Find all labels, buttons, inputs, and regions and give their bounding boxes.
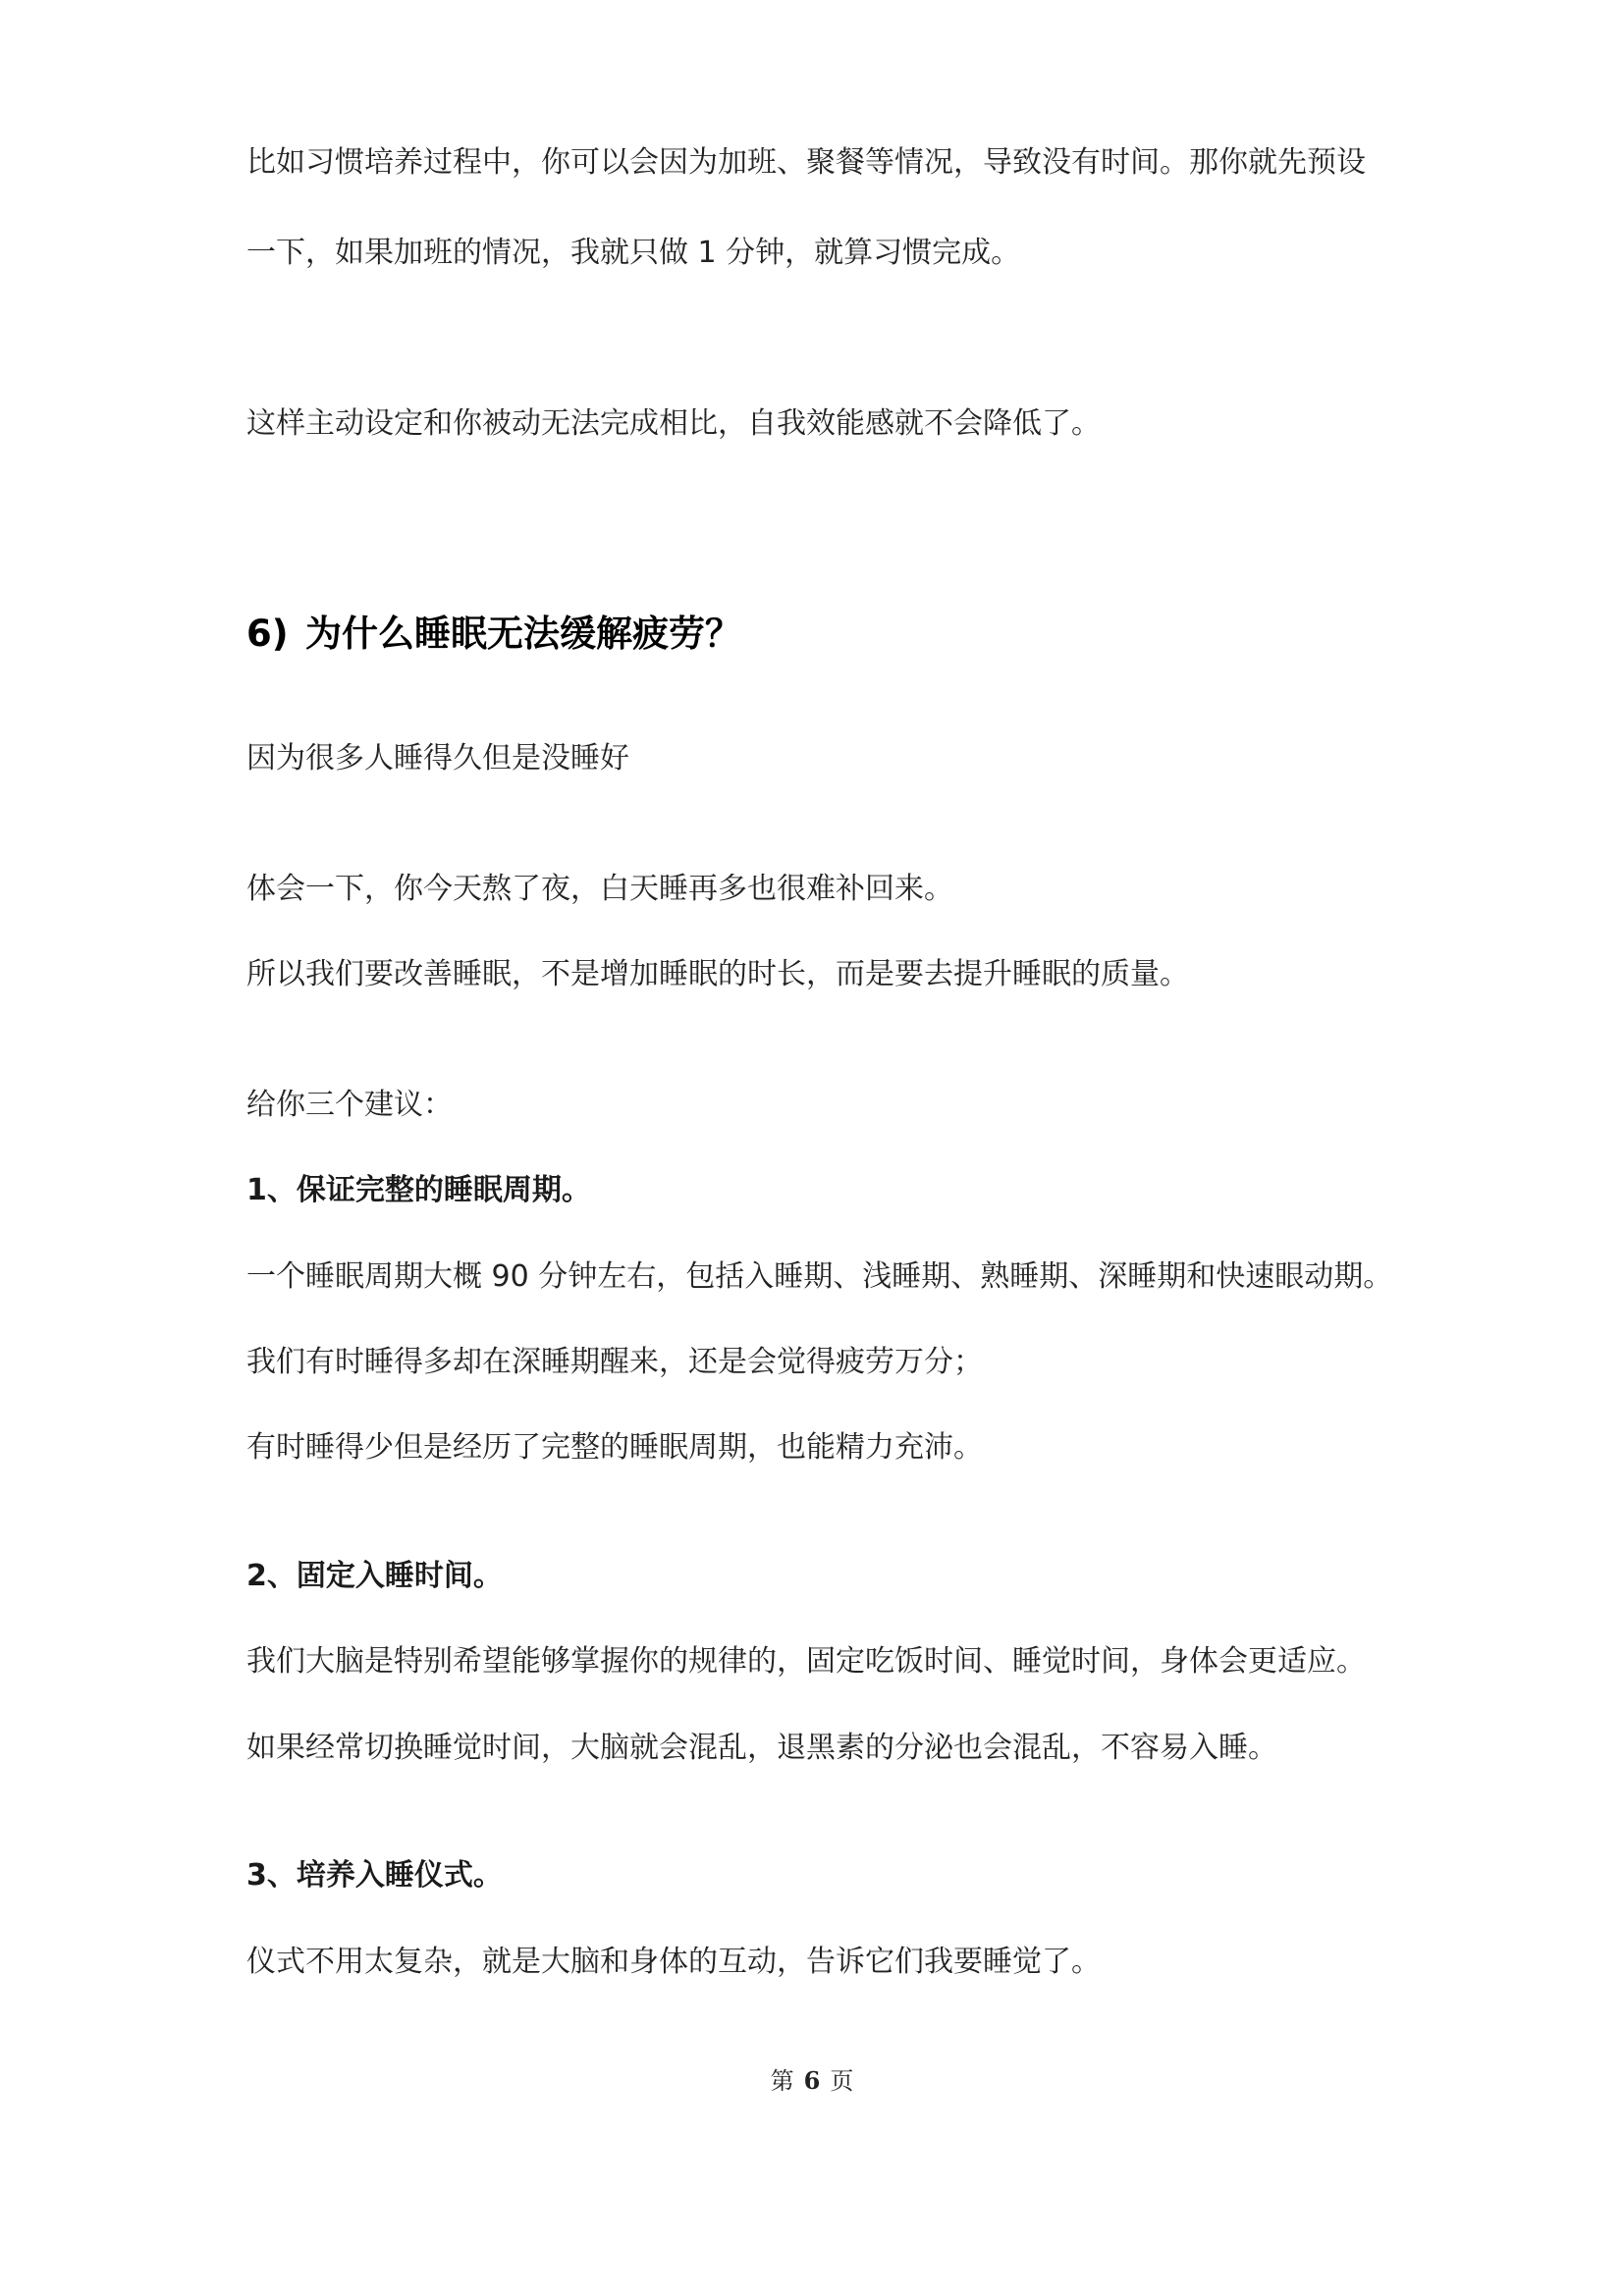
footer-prefix: 第 (770, 2067, 794, 2095)
paragraph-line: 比如习惯培养过程中，你可以会因为加班、聚餐等情况，导致没有时间。那你就先预设 (246, 145, 1366, 180)
section-title: 为什么睡眠无法缓解疲劳？ (305, 613, 741, 655)
tip-title: 3、培养入睡仪式。 (246, 1858, 503, 1893)
page-number: 6 (803, 2066, 821, 2095)
tip-title: 2、固定入睡时间。 (246, 1559, 503, 1593)
tip-title: 1、保证完整的睡眠周期。 (246, 1173, 591, 1207)
paragraph-line: 体会一下，你今天熬了夜，白天睡再多也很难补回来。 (246, 872, 953, 906)
paragraph-line: 仪式不用太复杂，就是大脑和身体的互动，告诉它们我要睡觉了。 (246, 1945, 1101, 1979)
footer-suffix: 页 (830, 2067, 854, 2095)
paragraph-line: 我们大脑是特别希望能够掌握你的规律的，固定吃饭时间、睡觉时间，身体会更适应。 (246, 1644, 1366, 1679)
paragraph-line: 一下，如果加班的情况，我就只做 1 分钟，就算习惯完成。 (246, 236, 1021, 270)
paragraph-line: 如果经常切换睡觉时间，大脑就会混乱，退黑素的分泌也会混乱，不容易入睡。 (246, 1731, 1277, 1765)
section-number: 6) (246, 613, 289, 655)
paragraph-line: 这样主动设定和你被动无法完成相比，自我效能感就不会降低了。 (246, 406, 1101, 441)
paragraph-line: 因为很多人睡得久但是没睡好 (246, 741, 629, 775)
paragraph-line: 一个睡眠周期大概 90 分钟左右，包括入睡期、浅睡期、熟睡期、深睡期和快速眼动期。 (246, 1259, 1393, 1294)
section-heading (246, 611, 741, 658)
paragraph-line: 有时睡得少但是经历了完整的睡眠周期，也能精力充沛。 (246, 1430, 983, 1465)
paragraph-line: 给你三个建议： (246, 1088, 453, 1122)
paragraph-line: 我们有时睡得多却在深睡期醒来，还是会觉得疲劳万分； (246, 1345, 983, 1379)
page-footer (0, 2065, 1624, 2097)
paragraph-line: 所以我们要改善睡眠，不是增加睡眠的时长，而是要去提升睡眠的质量。 (246, 957, 1189, 991)
